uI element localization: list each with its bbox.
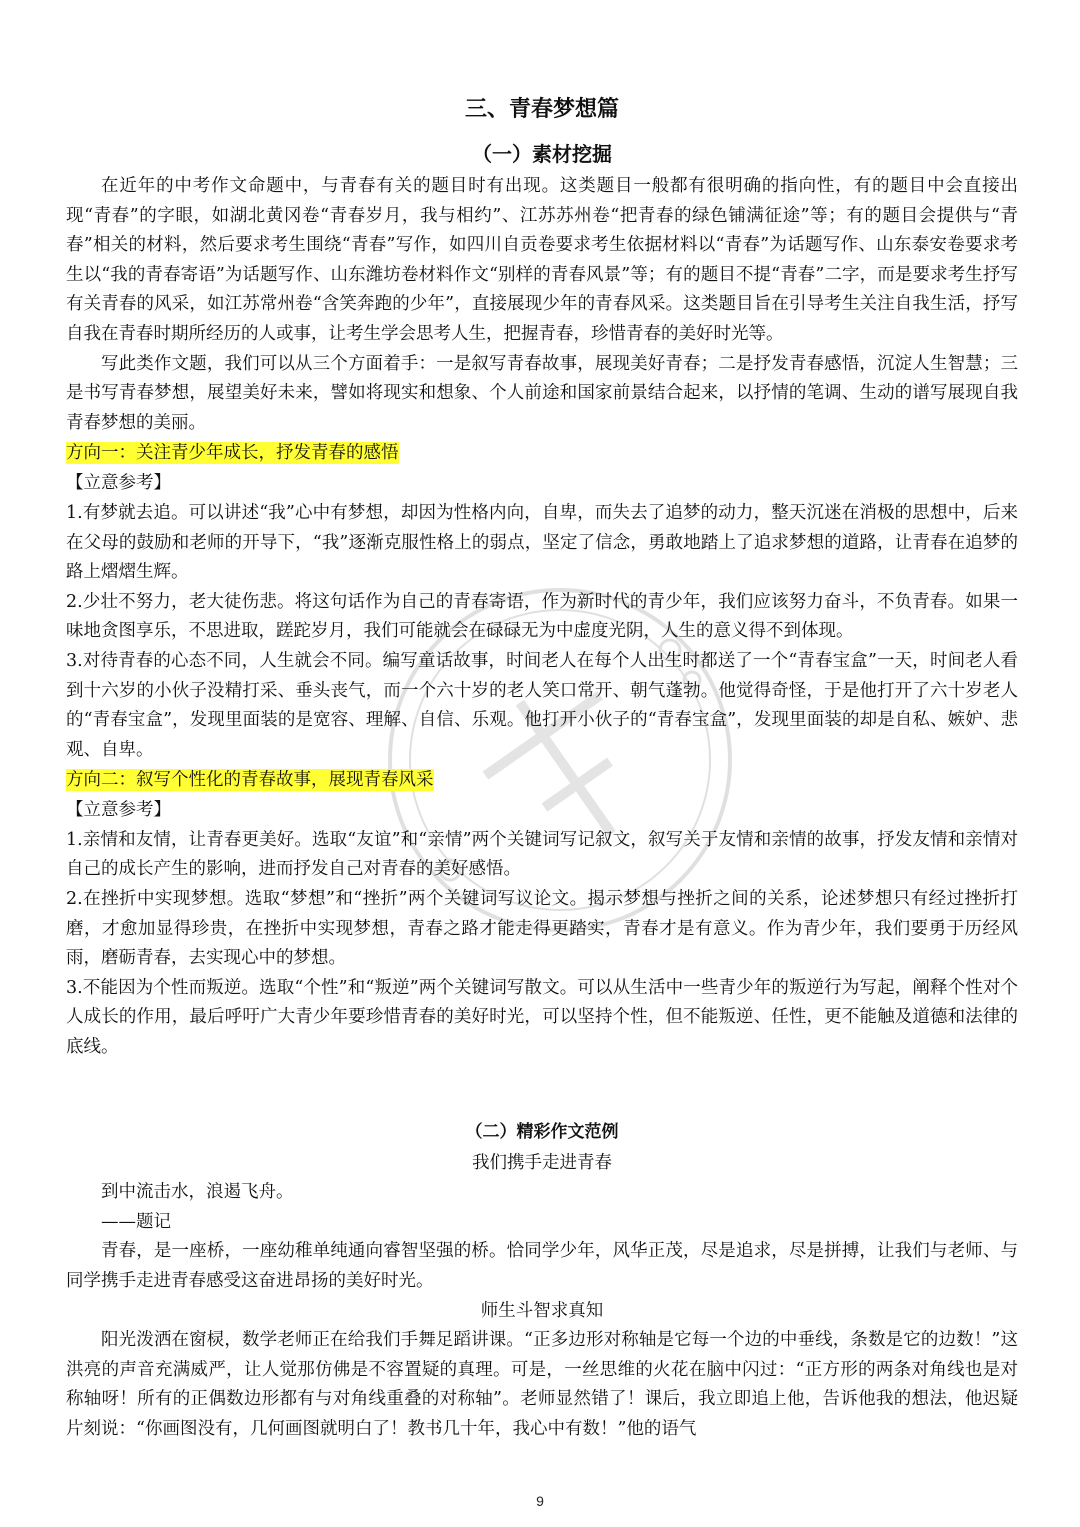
- direction-one-item: 3.对待青春的心态不同，人生就会不同。编写童话故事，时间老人在每个人出生时都送了一个“青春宝盒”一天，时间老人看到十六岁的小伙子没精打采、垂头丧气，而一个六十岁的老人笑口常开、朝气蓬勃。他觉得奇怪，于是他打开了六十岁老人的“青春宝盒”，发现里面装的是宽容、理解、自信、乐观。他打开小伙子的“青春宝盒”，发现里面装的却是自私、嫉妒、悲观、自卑。: [66, 650, 1018, 760]
- essay-subtitle: 师生斗智求真知: [480, 1300, 604, 1321]
- page-number: 9: [536, 1493, 544, 1509]
- intro-paragraph: 在近年的中考作文命题中，与青春有关的题目时有出现。这类题目一般都有很明确的指向性，有的题目中会直接出现“青春”的字眼，如湖北黄冈卷“青春岁月，我与相约”、江苏苏州卷“把青春的绿色铺满征途”等；有的题目会提供与“青春”相关的材料，然后要求考生围绕“青春”写作，如四川自贡卷要求考生依据材料以“青春”为话题写作、山东泰安卷要求考生以“我的青春寄语”为话题写作、山东潍坊卷材料作文“别样的青春风景”等；有的题目不提“青春”二字，而是要求考生抒写有关青春的风采，如江苏常州卷“含笑奔跑的少年”，直接展现少年的青春风采。这类题目旨在引导考生关注自我生活，抒写自我在青春时期所经历的人或事，让考生学会思考人生，把握青春，珍惜青春的美好时光等。: [66, 176, 1018, 344]
- epigraph: 到中流击水，浪遏飞舟。: [101, 1182, 294, 1203]
- direction-two-item: 1.亲情和友情，让青春更美好。选取“友谊”和“亲情”两个关键词写记叙文，叙写关于友情和亲情的故事，抒发友情和亲情对自己的成长产生的影响，进而抒发自己对青春的美好感悟。: [66, 829, 1018, 880]
- direction-one-item: 1.有梦就去追。可以讲述“我”心中有梦想，却因为性格内向，自卑，而失去了追梦的动力，整天沉迷在消极的思想中，后来在父母的鼓励和老师的开导下，“我”逐渐克服性格上的弱点，坚定了信念，勇敢地踏上了追求梦想的道路，让青春在追梦的路上熠熠生辉。: [66, 502, 1018, 583]
- direction-one-label: 方向一：关注青少年成长，抒发青春的感悟: [66, 443, 399, 464]
- approach-paragraph: 写此类作文题，我们可以从三个方面着手：一是叙写青春故事，展现美好青春；二是抒发青春感悟，沉淀人生智慧；三是书写青春梦想，展望美好未来，譬如将现实和想象、个人前途和国家前景结合起来，以抒情的笔调、生动的谱写展现自我青春梦想的美丽。: [66, 353, 1018, 433]
- direction-one-item: 2.少壮不努力，老大徒伤悲。将这句话作为自己的青春寄语，作为新时代的青少年，我们应该努力奋斗，不负青春。如果一味地贪图享乐，不思进取，蹉跎岁月，我们可能就会在碌碌无为中虚度光阴，人生的意义得不到体现。: [66, 591, 1018, 642]
- direction-two-item: 3.不能因为个性而叛逆。选取“个性”和“叛逆”两个关键词写散文。可以从生活中一些青少年的叛逆行为写起，阐释个性对个人成长的作用，最后呼吁广大青少年要珍惜青春的美好时光，可以坚持个性，但不能叛逆、任性，更不能触及道德和法律的底线。: [66, 977, 1018, 1058]
- section-heading-materials: （一）素材挖掘: [472, 142, 612, 166]
- section-spacer: [66, 1063, 1018, 1115]
- direction-one-line: [66, 438, 1018, 469]
- epigraph-source: ——题记: [101, 1211, 171, 1232]
- essay-title: 我们携手走进青春: [472, 1152, 612, 1173]
- direction-two-line: [66, 765, 1018, 796]
- essay-intro: 青春，是一座桥，一座幼稚单纯通向睿智坚强的桥。恰同学少年，风华正茂，尽是追求，尽是拼搏，让我们与老师、与同学携手走进青春感受这奋进昂扬的美好时光。: [66, 1241, 1018, 1291]
- page-title: 三、青春梦想篇: [464, 97, 619, 122]
- section-heading-examples: （二）精彩作文范例: [465, 1121, 619, 1142]
- reference-label-1: 【立意参考】: [66, 473, 171, 494]
- content-area: [66, 88, 1018, 1445]
- reference-label-2: 【立意参考】: [66, 800, 171, 821]
- essay-body: 阳光泼洒在窗棂，数学老师正在给我们手舞足蹈讲课。“正多边形对称轴是它每一个边的中垂线，条数是它的边数！”这洪亮的声音充满威严，让人觉那仿佛是不容置疑的真理。可是，一丝思维的火花在脑中闪过：“正方形的两条对角线也是对称轴呀！所有的正偶数边形都有与对角线重叠的对称轴”。老师显然错了！课后，我立即追上他，告诉他我的想法，他迟疑片刻说：“你画图没有，几何画图就明白了！教书几十年，我心中有数！”他的语气: [66, 1330, 1018, 1439]
- direction-two-item: 2.在挫折中实现梦想。选取“梦想”和“挫折”两个关键词写议论文。揭示梦想与挫折之间的关系，论述梦想只有经过挫折打磨，才愈加显得珍贵，在挫折中实现梦想，青春之路才能走得更踏实，青春才是有意义。作为青少年，我们要勇于历经风雨，磨砺青春，去实现心中的梦想。: [66, 889, 1018, 969]
- direction-two-label: 方向二：叙写个性化的青春故事，展现青春风采: [66, 770, 434, 791]
